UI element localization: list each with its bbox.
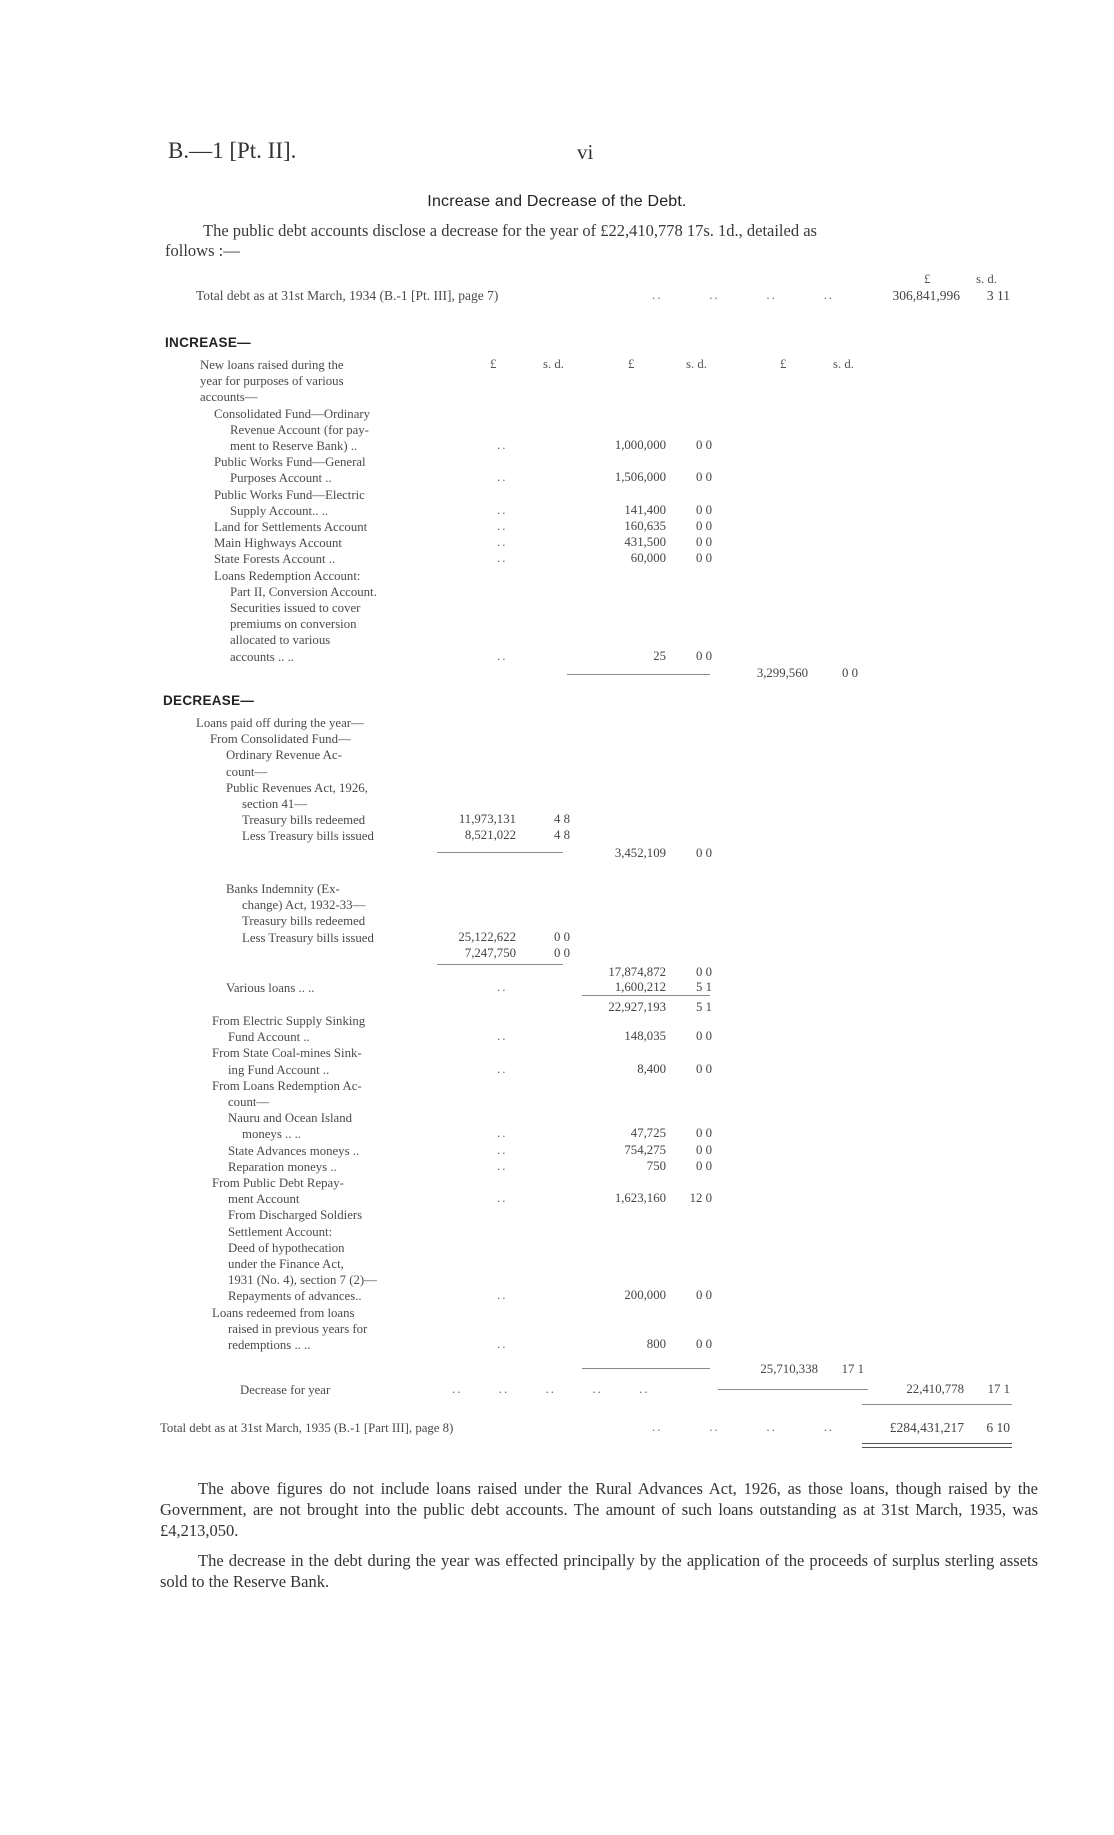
amount-pounds: 1,506,000 <box>614 470 666 485</box>
decrease-for-year-pounds: 22,410,778 <box>906 1382 964 1396</box>
label-line: Land for Settlements Account <box>214 520 368 534</box>
tb2-net-sd: 0 0 <box>696 965 712 979</box>
label-line: From Consolidated Fund— <box>210 732 351 747</box>
leader-dots: .. <box>497 1288 508 1303</box>
label-line: Loans redeemed from loans <box>212 1305 355 1320</box>
total-rule <box>862 1404 1012 1405</box>
amount-sd: 0 0 <box>696 648 712 663</box>
label-line: Revenue Account (for pay- <box>230 422 369 437</box>
increase-rule <box>567 674 710 675</box>
label-line: Securities issued to cover <box>230 601 361 615</box>
label-line: Supply Account.. .. <box>230 503 329 518</box>
label-line: Public Revenues Act, 1926, <box>226 780 368 795</box>
label-line: accounts— <box>200 390 258 405</box>
label-line: premiums on conversion <box>230 617 357 632</box>
total-1934-pounds: 306,841,996 <box>892 288 960 303</box>
various-loans-label: Various loans .. .. <box>226 981 315 995</box>
leader-dots: .. <box>497 1337 508 1351</box>
tb2-net: 17,874,872 <box>608 965 666 979</box>
amount-sd: 0 0 <box>696 438 712 452</box>
label-line: Treasury bills redeemed <box>242 813 366 828</box>
label-line: Public Works Fund—General <box>214 455 366 470</box>
label-line: ment Account <box>228 1192 300 1207</box>
amount-pounds: 754,275 <box>624 1142 666 1157</box>
total-col-sd: s. d. <box>976 272 997 286</box>
decrease-rule <box>582 1368 710 1369</box>
label-line: Consolidated Fund—Ordinary <box>214 406 371 421</box>
amount-sd: 0 0 <box>696 1337 712 1351</box>
intro-line-2: follows :— <box>165 241 240 260</box>
tb2-redeemed-sd: 0 0 <box>554 930 570 944</box>
leader-dots: .. <box>497 551 508 566</box>
section-title: Increase and Decrease of the Debt. <box>427 193 687 210</box>
amount-pounds: 47,725 <box>630 1126 666 1141</box>
amount-pounds: 800 <box>646 1337 666 1351</box>
amount-sd: 12 0 <box>689 1191 712 1206</box>
tb2-issued-sd: 0 0 <box>554 946 570 960</box>
label-line: under the Finance Act, <box>228 1257 344 1271</box>
leader-dots: .. <box>497 470 508 485</box>
amount-pounds: 60,000 <box>630 551 666 566</box>
label-line: change) Act, 1932-33— <box>242 898 366 913</box>
decrease-heading: DECREASE— <box>163 693 255 708</box>
label-line: From State Coal-mines Sink- <box>212 1046 362 1061</box>
col-header-sd-3: s. d. <box>833 357 854 371</box>
increase-total-pounds: 3,299,560 <box>756 666 808 680</box>
amount-sd: 0 0 <box>696 502 712 517</box>
amount-sd: 0 0 <box>696 1142 712 1157</box>
footnote-2: The decrease in the debt during the year was effected principally by the application of the proceeds of surplus sterling assets sold to the Reserve Bank. <box>160 1551 1038 1591</box>
col-header-pound-3: £ <box>780 357 787 371</box>
label-line: Part II, Conversion Account. <box>230 584 377 599</box>
decrease-total-sd: 17 1 <box>841 1362 864 1376</box>
tb1-net-sd: 0 0 <box>696 846 712 860</box>
increase-total-sd: 0 0 <box>842 666 858 680</box>
amount-sd: 0 0 <box>696 551 712 566</box>
amount-sd: 0 0 <box>696 1158 712 1173</box>
various-loans-pounds: 1,600,212 <box>614 980 666 994</box>
label-line: From Discharged Soldiers <box>228 1208 363 1223</box>
leader-dots: .. <box>497 1126 508 1141</box>
label-line: moneys .. .. <box>242 1127 302 1142</box>
label-line: Loans paid off during the year— <box>196 716 364 730</box>
subtotal-rule <box>582 995 710 996</box>
tb1-rule <box>437 852 563 853</box>
amount-pounds: 1,000,000 <box>614 438 666 452</box>
label-line: Banks Indemnity (Ex- <box>226 882 340 896</box>
label-line: redemptions .. .. <box>228 1338 311 1352</box>
amount-pounds: 1,623,160 <box>614 1191 666 1206</box>
label-line: From Electric Supply Sinking <box>212 1014 366 1028</box>
leader-dots: .. <box>497 438 508 452</box>
leader-dots: .. .. .. .. <box>652 1420 834 1434</box>
tb1-issued: 8,521,022 <box>464 828 516 842</box>
amount-pounds: 431,500 <box>624 535 666 550</box>
label-line: ment to Reserve Bank) .. <box>230 439 358 453</box>
decrease-subtotal-pounds: 22,927,193 <box>608 1000 666 1014</box>
tb2-issued: 7,247,750 <box>464 946 516 960</box>
tb1-redeemed-sd: 4 8 <box>554 812 570 826</box>
amount-pounds: 8,400 <box>637 1061 666 1076</box>
document-reference: B.—1 [Pt. II]. <box>168 138 297 163</box>
decrease-for-year-rule <box>718 1389 868 1390</box>
amount-sd: 0 0 <box>696 1061 712 1076</box>
footnote-1: The above figures do not include loans raised under the Rural Advances Act, 1926, as those loans, though raised by the Government, are not brought into the public debt accounts. The amount of such loans outstanding as at 31st March, 1935, was £4,213,050. <box>160 1479 1038 1540</box>
decrease-for-year-sd: 17 1 <box>987 1382 1010 1396</box>
various-loans-sd: 5 1 <box>696 980 712 994</box>
tb1-redeemed: 11,973,131 <box>458 812 516 826</box>
decrease-subtotal-sd: 5 1 <box>696 1000 712 1014</box>
label-line: 1931 (No. 4), section 7 (2)— <box>228 1273 377 1288</box>
label-line: Loans Redemption Account: <box>214 568 361 583</box>
label-line: Ordinary Revenue Ac- <box>226 748 342 763</box>
tb1-issued-sd: 4 8 <box>554 828 570 842</box>
amount-sd: 0 0 <box>696 1288 712 1303</box>
label-line: State Forests Account .. <box>214 552 336 567</box>
tb2-redeemed: 25,122,622 <box>458 930 516 944</box>
total-1935-sd: 6 10 <box>986 1420 1010 1435</box>
label-line: section 41— <box>242 797 308 811</box>
amount-sd: 0 0 <box>696 519 712 533</box>
page-number: vi <box>577 140 594 164</box>
total-1934-sd: 3 11 <box>986 288 1010 303</box>
label-line: Purposes Account .. <box>230 471 332 486</box>
label-line: Less Treasury bills issued <box>242 829 374 844</box>
label-line: Treasury bills redeemed <box>242 914 366 929</box>
decrease-for-year-label: Decrease for year <box>240 1383 331 1397</box>
leader-dots: .. .. .. .. <box>652 288 834 302</box>
label-line: Repayments of advances.. <box>228 1289 362 1304</box>
col-header-pound-2: £ <box>628 357 635 371</box>
amount-sd: 0 0 <box>696 470 712 485</box>
label-line: Settlement Account: <box>228 1224 333 1239</box>
total-col-pound: £ <box>924 272 931 286</box>
leader-dots: .. <box>497 1191 508 1206</box>
label-line: New loans raised during the <box>200 358 344 372</box>
label-line: raised in previous years for <box>228 1321 368 1336</box>
label-line: From Public Debt Repay- <box>212 1176 344 1190</box>
col-header-pound-1: £ <box>490 357 497 371</box>
amount-pounds: 160,635 <box>624 519 666 533</box>
leader-dots: .. .. .. .. .. <box>452 1382 650 1396</box>
amount-pounds: 141,400 <box>624 502 666 517</box>
leader-dots: .. <box>497 980 508 994</box>
label-line: Reparation moneys .. <box>228 1159 337 1174</box>
tb1-net: 3,452,109 <box>614 846 666 860</box>
label-line: State Advances moneys .. <box>228 1143 360 1158</box>
leader-dots: .. <box>497 519 508 533</box>
intro-line-1: The public debt accounts disclose a decrease for the year of £22,410,778 17s. 1d., detailed as <box>203 221 817 240</box>
amount-pounds: 25 <box>653 648 666 663</box>
label-line: Deed of hypothecation <box>228 1240 345 1255</box>
col-header-sd-2: s. d. <box>686 357 707 371</box>
amount-sd: 0 0 <box>696 1029 712 1044</box>
total-double-rule <box>862 1443 1012 1448</box>
leader-dots: .. <box>497 1142 508 1157</box>
amount-sd: 0 0 <box>696 1126 712 1141</box>
leader-dots: .. <box>497 1158 508 1173</box>
label-line: Public Works Fund—Electric <box>214 487 365 502</box>
amount-pounds: 750 <box>646 1158 666 1173</box>
leader-dots: .. <box>497 648 508 663</box>
label-line: Main Highways Account <box>214 536 342 551</box>
tb2-rule <box>437 964 563 965</box>
decrease-total-pounds: 25,710,338 <box>760 1362 818 1376</box>
amount-pounds: 200,000 <box>624 1288 666 1303</box>
label-line: count— <box>228 1095 270 1109</box>
amount-pounds: 148,035 <box>624 1029 666 1044</box>
total-1934-label: Total debt as at 31st March, 1934 (B.-1 [Pt. III], page 7) <box>196 288 499 303</box>
label-line: Less Treasury bills issued <box>242 930 374 945</box>
amount-sd: 0 0 <box>696 535 712 550</box>
total-1935-label: Total debt as at 31st March, 1935 (B.-1 [Part III], page 8) <box>160 1421 454 1435</box>
increase-heading: INCREASE— <box>165 335 251 350</box>
leader-dots: .. <box>497 502 508 517</box>
total-1935-pounds: £284,431,217 <box>889 1420 964 1435</box>
label-line: year for purposes of various <box>200 374 344 389</box>
label-line: ing Fund Account .. <box>228 1062 330 1077</box>
label-line: From Loans Redemption Ac- <box>212 1078 362 1093</box>
label-line: accounts .. .. <box>230 649 294 664</box>
leader-dots: .. <box>497 1061 508 1076</box>
label-line: allocated to various <box>230 633 331 648</box>
leader-dots: .. <box>497 535 508 550</box>
label-line: count— <box>226 764 268 779</box>
label-line: Nauru and Ocean Island <box>228 1111 353 1126</box>
label-line: Fund Account .. <box>228 1030 310 1045</box>
leader-dots: .. <box>497 1029 508 1044</box>
col-header-sd-1: s. d. <box>543 357 564 371</box>
